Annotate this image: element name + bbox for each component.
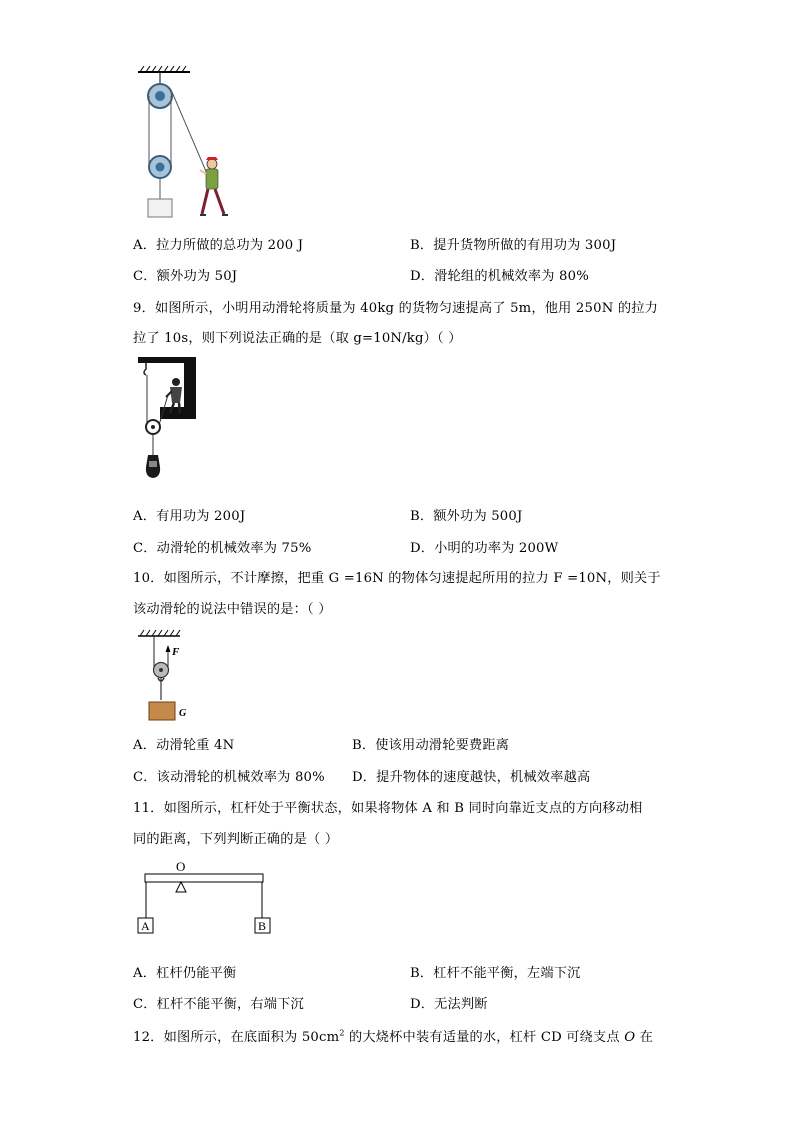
q10-option-a: A．动滑轮重 4N [133, 738, 235, 753]
object-label-b: B [258, 919, 267, 933]
q11-option-d: D．无法判断 [410, 997, 488, 1012]
movable-pulley-photo-figure [130, 355, 200, 485]
q9-option-b: B．额外功为 500J [410, 509, 523, 524]
weight-label-g: G [179, 708, 187, 719]
q12-stem-post: 的大烧杯中装有适量的水，杠杆 CD 可绕支点 [344, 1030, 625, 1045]
q10-stem-line1: 10．如图所示，不计摩擦，把重 G =16N 的物体匀速提起所用的拉力 F =10N，则关于 [133, 571, 661, 586]
q12-stem-sup: 2 [339, 1028, 345, 1038]
single-movable-pulley-figure [134, 628, 204, 724]
q12-stem-pre: 12．如图所示，在底面积为 50cm [133, 1030, 340, 1045]
q11-stem-line1: 11．如图所示，杠杆处于平衡状态，如果将物体 A 和 B 同时向靠近支点的方向移动相 [133, 801, 643, 816]
q9-stem-line2: 拉了 10s，则下列说法正确的是（取 g=10N/kg）（ ） [133, 331, 462, 346]
lever-balance-figure [134, 856, 274, 938]
q9-option-a: A．有用功为 200J [133, 509, 246, 524]
q12-stem-line1 [133, 1026, 653, 1045]
q11-option-a: A．杠杆仍能平衡 [133, 966, 237, 981]
q12-stem-end: 在 [635, 1030, 654, 1045]
q9-option-c: C．动滑轮的机械效率为 75% [133, 541, 312, 556]
q10-option-c: C．该动滑轮的机械效率为 80% [133, 770, 325, 785]
object-label-a: A [141, 919, 150, 933]
q10-option-d: D．提升物体的速度越快，机械效率越高 [352, 770, 591, 785]
q12-stem-pivot: O [624, 1030, 636, 1045]
pulley-block-figure [128, 64, 238, 224]
q8-option-a: A．拉力所做的总功为 200 J [133, 238, 304, 253]
pivot-label-o: O [176, 859, 186, 874]
force-label-f: F [172, 646, 180, 658]
q8-option-d: D．滑轮组的机械效率为 80% [410, 269, 589, 284]
q8-option-c: C．额外功为 50J [133, 269, 238, 284]
q9-stem-line1: 9．如图所示，小明用动滑轮将质量为 40kg 的货物匀速提高了 5m，他用 250N 的拉力 [133, 301, 658, 316]
q10-stem-line2: 该动滑轮的说法中错误的是：（ ） [133, 602, 332, 617]
q9-option-d: D．小明的功率为 200W [410, 541, 559, 556]
q11-stem-line2: 同的距离，下列判断正确的是（ ） [133, 832, 339, 847]
q11-option-c: C．杠杆不能平衡，右端下沉 [133, 997, 304, 1012]
q8-option-b: B．提升货物所做的有用功为 300J [410, 238, 617, 253]
q10-option-b: B．使该用动滑轮要费距离 [352, 738, 510, 753]
q11-option-b: B．杠杆不能平衡，左端下沉 [410, 966, 581, 981]
